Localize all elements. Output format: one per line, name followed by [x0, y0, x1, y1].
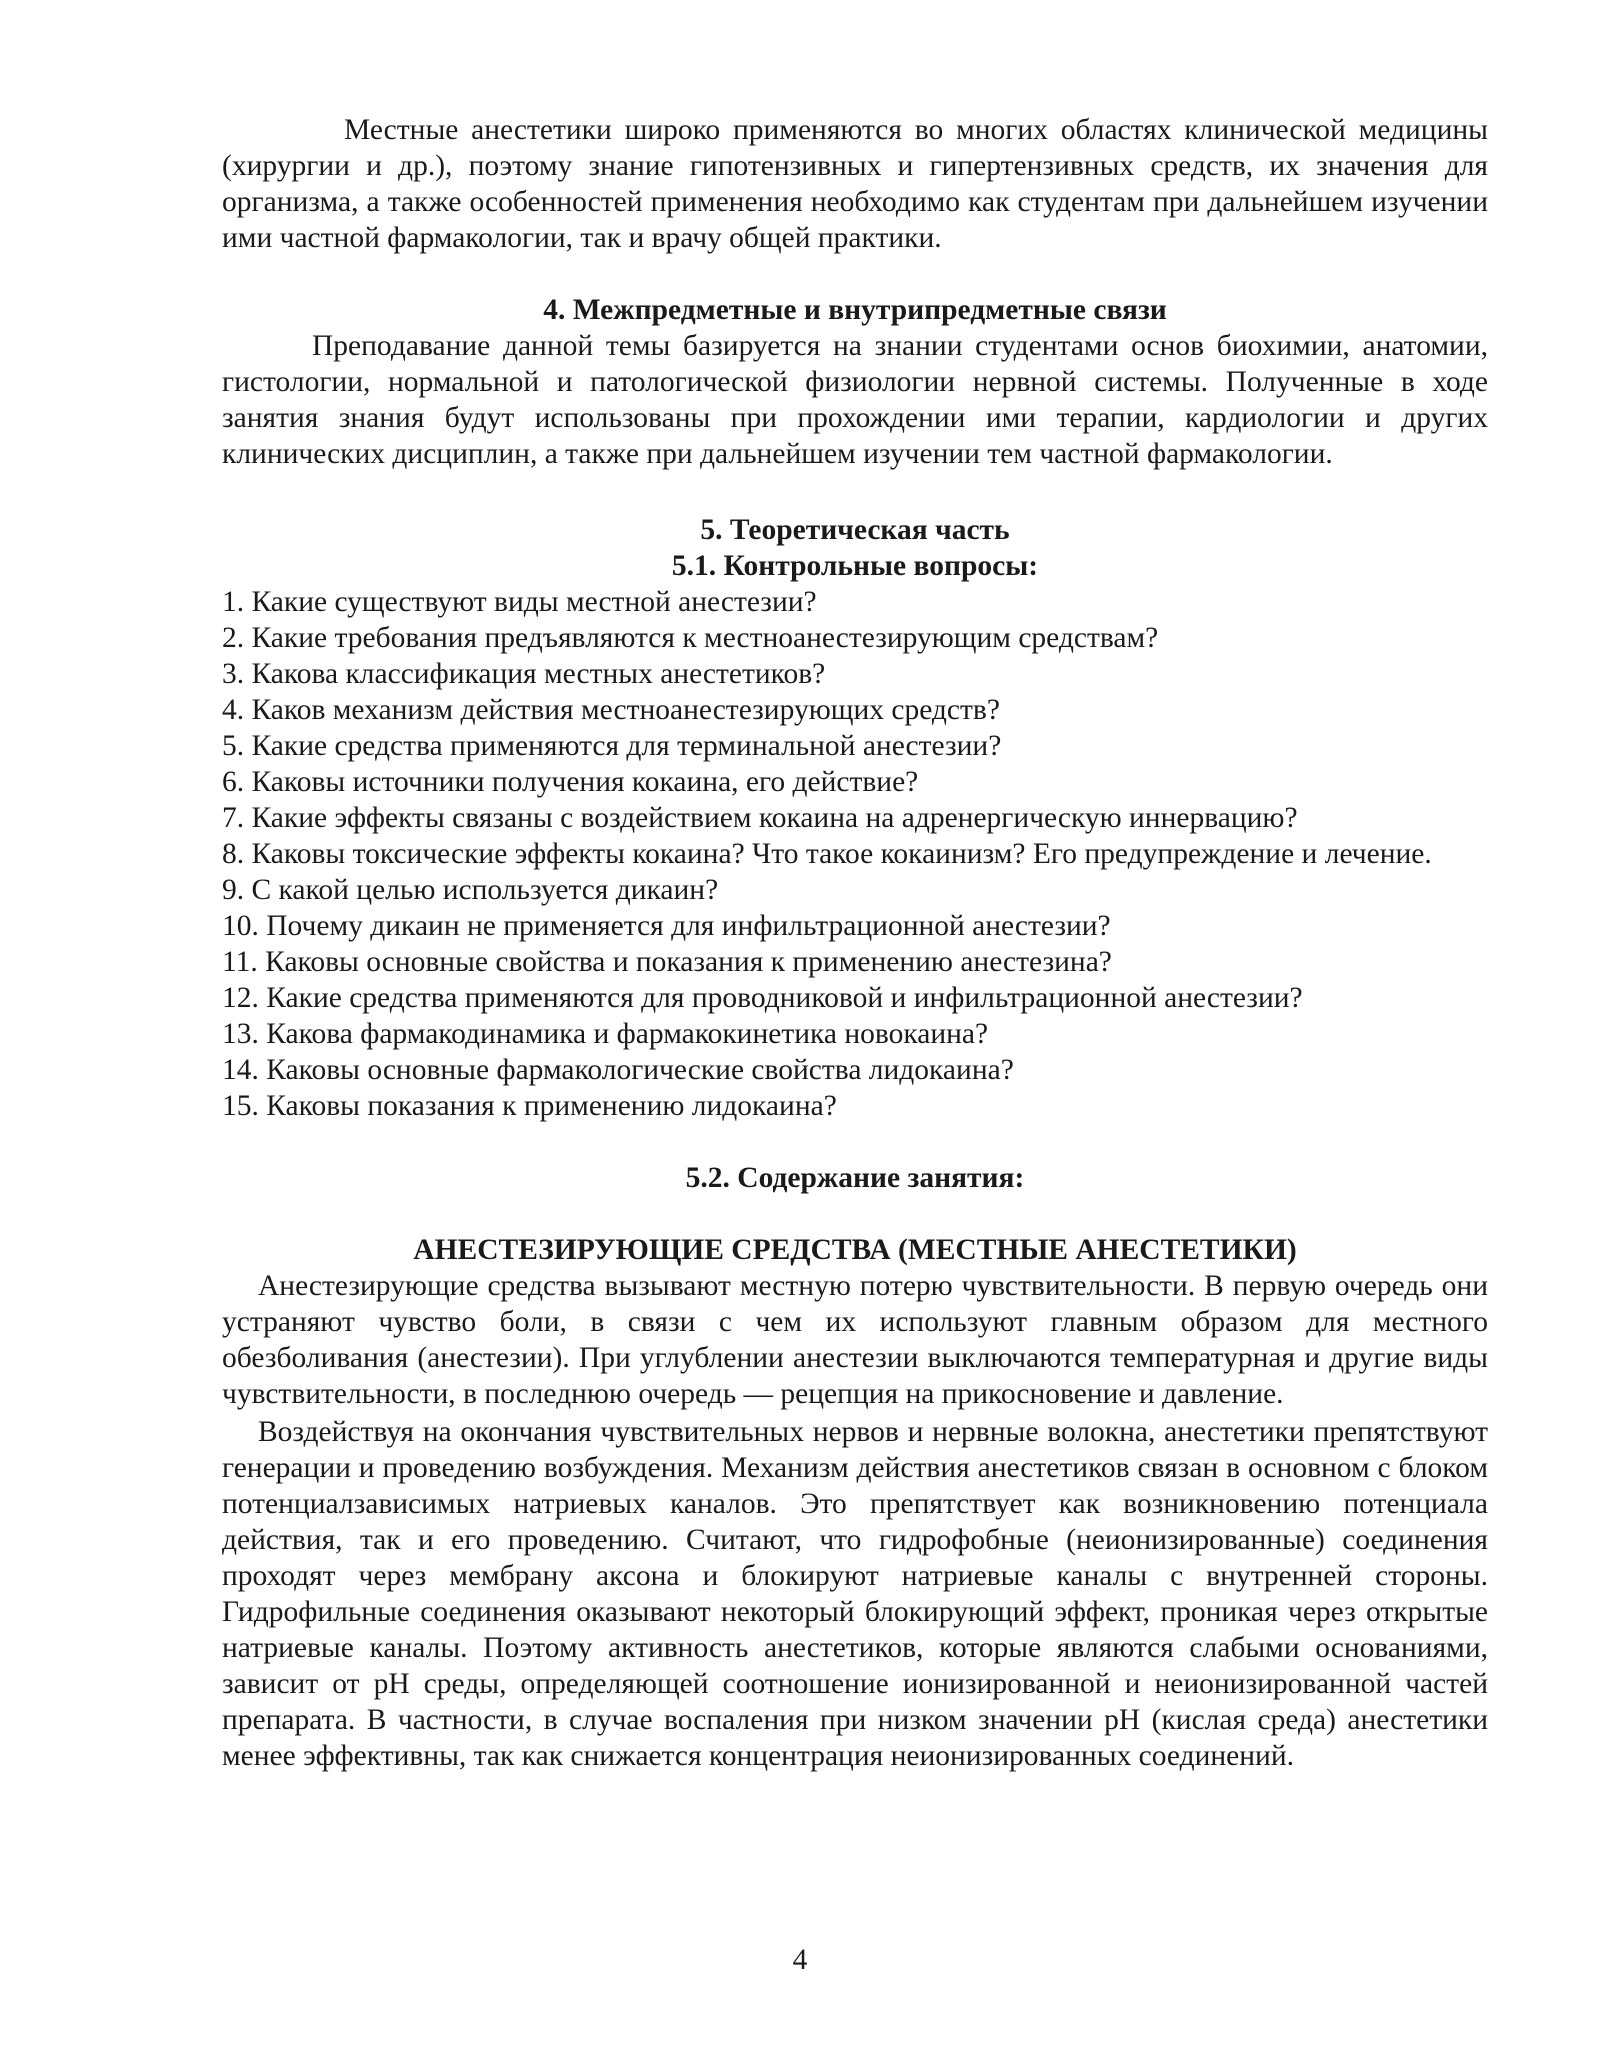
list-item: 14. Каковы основные фармакологические свойства лидокаина? — [222, 1054, 1014, 1086]
list-item: 8. Каковы токсические эффекты кокаина? Что такое кокаинизм? Его предупреждение и лечение. — [222, 838, 1432, 870]
topic-title: АНЕСТЕЗИРУЮЩИЕ СРЕДСТВА (МЕСТНЫЕ АНЕСТЕТИКИ) — [413, 1234, 1297, 1266]
spacer — [222, 472, 1488, 508]
topic-paragraph-1: Анестезирующие средства вызывают местную потерю чувствительности. В первую очередь они устраняют чувство боли, в связи с чем их используют главным образом для местного обезболивания (анестезии). При углублении анестезии выключаются температурная и другие виды чувствительности, в последнюю очередь — рецепция на прикосновение и давление. — [222, 1270, 1488, 1410]
spacer — [222, 1196, 1488, 1232]
section-4-paragraph: Преподавание данной темы базируется на знании студентами основ биохимии, анатомии, гистологии, нормальной и патологической физиологии нервной системы. Полученные в ходе занятия знания будут использованы при прохождении ими терапии, кардиологии и других клинических дисциплин, а также при дальнейшем изучении тем частной фармакологии. — [222, 330, 1488, 470]
topic-paragraph-2: Воздействуя на окончания чувствительных нервов и нервные волокна, анестетики препятствуют генерации и проведению возбуждения. Механизм действия анестетиков связан в основном с блоком потенциалзависимых натриевых каналов. Это препятствует как возникновению потенциала действия, так и его проведению. Считают, что гидрофобные (неионизированные) соединения проходят через мембрану аксона и блокируют натриевые каналы с внутренней стороны. Гидрофильные соединения оказывают некоторый блокирующий эффект, проникая через открытые натриевые каналы. Поэтому активность анестетиков, которые являются слабыми основаниями, зависит от pH среды, определяющей соотношение ионизированной и неионизированной частей препарата. В частности, в случае воспаления при низком значении pH (кислая среда) анестетики менее эффективны, так как снижается концентрация неионизированных соединений. — [222, 1416, 1488, 1772]
list-item: 13. Какова фармакодинамика и фармакокинетика новокаина? — [222, 1018, 989, 1050]
section-5-heading: 5. Теоретическая часть — [700, 514, 1010, 546]
list-item: 6. Каковы источники получения кокаина, его действие? — [222, 766, 919, 798]
list-item: 15. Каковы показания к применению лидокаина? — [222, 1090, 837, 1122]
section-5-1-heading: 5.1. Контрольные вопросы: — [671, 550, 1039, 582]
list-item: 11. Каковы основные свойства и показания к применению анестезина? — [222, 946, 1112, 978]
section-5-2-heading: 5.2. Содержание занятия: — [685, 1162, 1025, 1194]
list-item: 3. Какова классификация местных анестетиков? — [222, 658, 826, 690]
list-item: 4. Каков механизм действия местноанестезирующих средств? — [222, 694, 1000, 726]
control-questions-list — [222, 584, 1488, 1124]
document-page — [222, 112, 1488, 1774]
list-item: 9. С какой целью используется дикаин? — [222, 874, 719, 906]
section-4-heading: 4. Межпредметные и внутрипредметные связи — [543, 294, 1167, 326]
page-number: 4 — [792, 1944, 808, 1976]
spacer — [222, 1124, 1488, 1160]
list-item: 12. Какие средства применяются для проводниковой и инфильтрационной анестезии? — [222, 982, 1303, 1014]
spacer — [222, 256, 1488, 292]
intro-paragraph: Местные анестетики широко применяются во многих областях клинической медицины (хирургии и др.), поэтому знание гипотензивных и гипертензивных средств, их значения для организма, а также особенностей применения необходимо как студентам при дальнейшем изучении ими частной фармакологии, так и врачу общей практики. — [222, 114, 1488, 254]
list-item: 5. Какие средства применяются для терминальной анестезии? — [222, 730, 1002, 762]
list-item: 1. Какие существуют виды местной анестезии? — [222, 586, 817, 618]
list-item: 10. Почему дикаин не применяется для инфильтрационной анестезии? — [222, 910, 1111, 942]
list-item: 2. Какие требования предъявляются к местноанестезирующим средствам? — [222, 622, 1159, 654]
list-item: 7. Какие эффекты связаны с воздействием кокаина на адренергическую иннервацию? — [222, 802, 1298, 834]
